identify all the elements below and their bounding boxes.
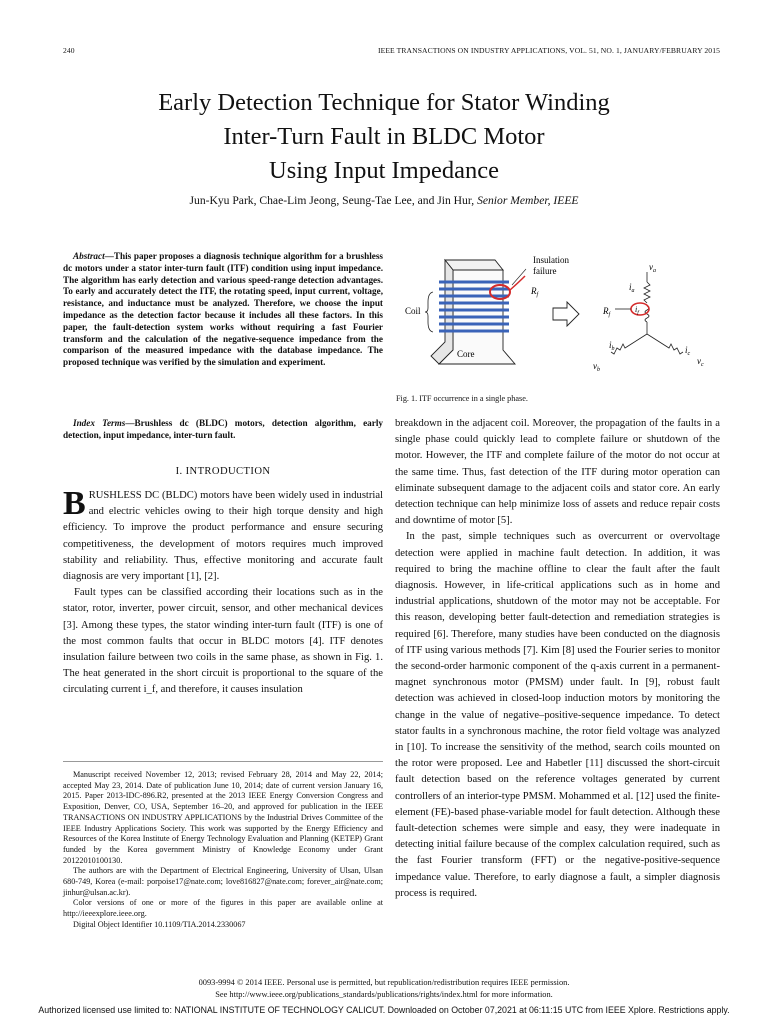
copyright-line-2: See http://www.ieee.org/publications_standards/publications/rights/index.html for more information. (215, 990, 553, 999)
right-paragraph-2: In the past, simple techniques such as overcurrent or overvoltage detection were applied in machine fault detection. In addition, it was required to bring the machine offline to clear the fault after the fault diagnosis. However, in life-critical applications such as in home and industrial applications, shutdown of the motor may not be acceptable. For this reason, developing better fault-detection and remediation strategies is required [6]. Therefore, many studies have been conducted on the diagnosis of ITF using various methods [7]. Kim [8] used the Fourier series to monitor the second-order harmonic component of the q-axis current in a permanent-magnet synchronous motor (PMSM) under fault. In [9], robust fault detection was achieved in closed-loop induction motors by monitoring the change in the value of negative–positive-sequence impedance. To detect stator faults in a synchronous machine, the rotor field voltage was analyzed in [10]. To increase the sensitivity of the method, search coils mounted on the rotor were proposed. Lee and Habetler [11] discussed the short-circuit fault detection based on the reference voltages generated by current controllers of an interior-type PMSM. Mohammed et al. [12] used the finite-element (FE)-based phase-variable model for fault detection. Although these fault-detection schemes were simple and easy, they were inadequate in detecting initial failure because of the complex calculation required, such as the fast Fourier transform (FFT) or the negative-positive-sequence impedance value. Therefore, to early diagnose a fault, a simpler diagnosis process is required. (395, 531, 720, 899)
label-if: $i_f$ (635, 305, 639, 316)
introduction-body (63, 485, 383, 699)
footnote-affiliation: The authors are with the Department of Electrical Engineering, University of Ulsan, Ulsan 680-749, Korea (e-mail: porpoise17@nate.com; love816827@nate.com; forever_air@nate.com; jinhur@ulsan.ac.kr). (63, 866, 383, 897)
label-vc: $v_c$ (697, 356, 704, 368)
title-line-2: Inter-Turn Fault in BLDC Motor (223, 123, 545, 150)
label-core: Core (457, 349, 475, 359)
label-insulation: Insulation (533, 255, 569, 265)
page-number: 240 (63, 46, 75, 55)
label-rf: $R_f$ (531, 286, 539, 298)
dropcap-letter: B (63, 485, 86, 522)
copyright-notice (0, 977, 768, 1001)
label-vb: $v_b$ (593, 361, 600, 373)
index-terms-label: Index Terms (73, 418, 126, 428)
label-coil: Coil (405, 306, 421, 316)
index-terms-text: —Brushless dc (BLDC) motors, detection algorithm, early detection, input impedance, inter-turn fault. (63, 418, 384, 440)
intro-paragraph-1: RUSHLESS DC (BLDC) motors have been widely used in industrial and electric vehicles owing to their high torque density and high efficiency. To improve the product performance and ensure securing competitiveness, the development of motors requires much improved stability and reliability. Thus, effective monitoring and accurate fault diagnosis are very important [1], [2]. (63, 490, 383, 583)
abstract (63, 251, 383, 369)
label-rf-circuit: $R_f$ (603, 306, 611, 318)
intro-paragraph-2: Fault types can be classified according their locations such as in the stator, rotor, inverter, power circuit, sensor, and other mechanical devices [3]. Among these types, the stator winding inter-turn fault (ITF) is one of the most common faults that occur in BLDC motors [4]. ITF denotes insulation failure between two coils in the same phase, as shown in Fig. 1. The heat generated in the short circuit is proportional to the square of the circulating current i_f, and therefore, it causes insulation (63, 587, 383, 696)
journal-header: IEEE TRANSACTIONS ON INDUSTRY APPLICATIONS, VOL. 51, NO. 1, JANUARY/FEBRUARY 2015 (377, 46, 720, 55)
abstract-text: —This paper proposes a diagnosis technique algorithm for a brushless dc motors under a stator inter-turn fault (ITF) condition using input impedance. The algorithm has early detection and various speed-range detection advantages. To early and accurately detect the ITF, the rotating speed, input current, voltage, resistance, and inductance must be analyzed. Therefore, we choose the input impedance as the detection factor because it includes all these factors. In this paper, the fault-detection system works without requiring a fast Fourier transform and the calculation of the negative-sequence impedance from the comparison of the measured impedance with the database impedance. The proposed technique was verified by the simulation and experiment. (63, 251, 383, 368)
footnotes (63, 770, 383, 931)
abstract-label: Abstract (73, 251, 105, 261)
label-failure: failure (533, 266, 557, 276)
copyright-line-1: 0093-9994 © 2014 IEEE. Personal use is permitted, but republication/redistribution requires IEEE permission. (198, 978, 570, 987)
author-names: Jun-Kyu Park, Chae-Lim Jeong, Seung-Tae Lee, and Jin Hur, (189, 194, 475, 207)
label-ia: $i_a$ (629, 282, 635, 294)
label-va: $v_a$ (649, 262, 656, 274)
fault-pointer-icon (510, 276, 525, 290)
paper-title (0, 86, 768, 188)
coil-brace-icon (425, 292, 433, 332)
fault-resistor-icon (615, 303, 649, 315)
right-paragraph-1: breakdown in the adjacent coil. Moreover, the propagation of the faults in a single phase could quickly lead to complete failure or shutdown of the motor. However, the ITF and complete failure of the motor do not occur at the same time. Thus, fast detection of the ITF during motor operation can eliminate subsequent damage to the adjacent coils and stator core. An early detection technique can help minimize loss of assets and reduce repair costs and downtime of motor [5]. (395, 418, 720, 527)
right-column-body (395, 416, 720, 902)
author-list (0, 194, 768, 207)
title-line-3: Using Input Impedance (269, 157, 499, 184)
authorized-use-notice: Authorized licensed use limited to: NATIONAL INSTITUTE OF TECHNOLOGY CALICUT. Downloaded on October 07,2021 at 06:11:15 UTC from IEEE Xplore. Restrictions apply. (38, 1005, 730, 1015)
footnote-manuscript: Manuscript received November 12, 2013; revised February 28, 2014 and May 22, 2014; accepted May 23, 2014. Date of publication June 10, 2014; date of current version January 16, 2015. Paper 2013-IDC-896.R2, presented at the 2013 IEEE Energy Conversion Congress and Exposition, Denver, CO, USA, September 16–20, and approved for publication in the IEEE TRANSACTIONS ON INDUSTRY APPLICATIONS by the Industrial Drives Committee of the IEEE Industry Applications Society. This work was supported by the Energy Efficiency and Resources of the Korea Institute of Energy Technology Evaluation and Planning (KETEP) Grant funded by the Korea government Ministry of Knowledge Economy under Grant 20122010100130. (63, 770, 383, 865)
author-membership: Senior Member, IEEE (477, 194, 579, 207)
footnote-divider (63, 761, 383, 762)
section-heading: I. INTRODUCTION (175, 466, 271, 477)
label-ib: $i_b$ (609, 340, 615, 352)
figure-caption: Fig. 1. ITF occurrence in a single phase. (396, 394, 528, 403)
figure-itf-diagram (395, 252, 717, 392)
title-line-1: Early Detection Technique for Stator Winding (158, 89, 610, 116)
index-terms (63, 418, 383, 442)
footnote-color: Color versions of one or more of the figures in this paper are available online at http://ieeexplore.ieee.org. (63, 898, 383, 919)
transform-arrow-icon (553, 302, 579, 326)
label-ic: $i_c$ (685, 345, 691, 357)
footnote-doi: Digital Object Identifier 10.1109/TIA.2014.2330067 (73, 919, 246, 929)
